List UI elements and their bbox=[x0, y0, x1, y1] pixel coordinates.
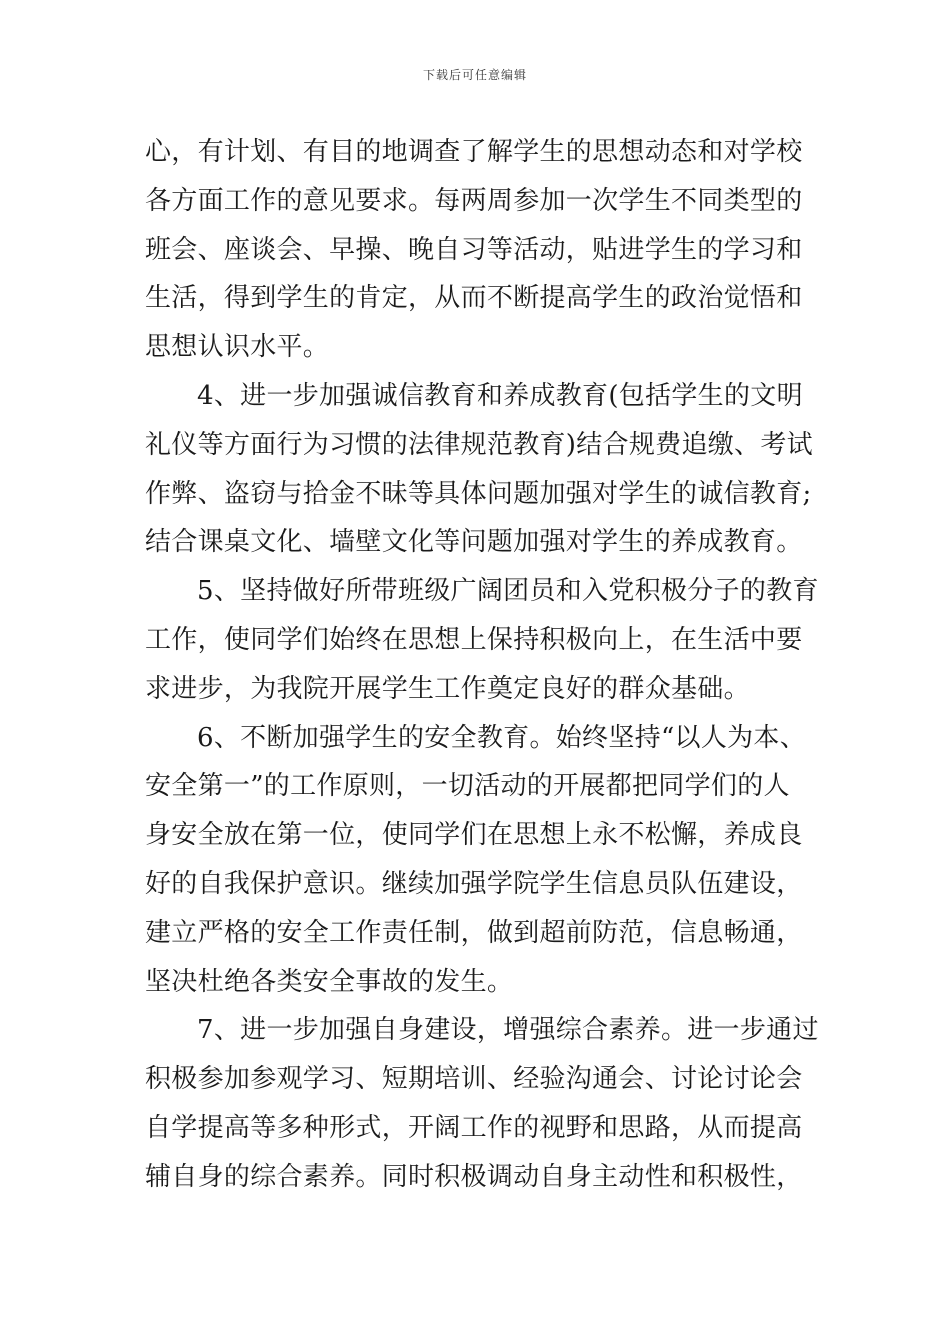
paragraph-item-4 bbox=[145, 372, 815, 567]
text-line: 礼仪等方面行为习惯的法律规范教育)结合规费追缴、考试 bbox=[145, 429, 813, 460]
paragraph-continuation bbox=[145, 128, 815, 372]
text-line: 建立严格的安全工作责任制，做到超前防范，信息畅通， bbox=[145, 917, 803, 948]
text-line: 生活，得到学生的肯定，从而不断提高学生的政治觉悟和 bbox=[145, 283, 803, 314]
text-line: 思想认识水平。 bbox=[145, 332, 330, 363]
text-line: 各方面工作的意见要求。每两周参加一次学生不同类型的 bbox=[145, 185, 803, 216]
text-line: 7、进一步加强自身建设，增强综合素养。进一步通过 bbox=[197, 1015, 819, 1046]
text-line: 4、进一步加强诚信教育和养成教育(包括学生的文明 bbox=[197, 380, 803, 411]
text-line: 5、坚持做好所带班级广阔团员和入党积极分子的教育 bbox=[197, 576, 819, 607]
text-line: 安全第一”的工作原则，一切活动的开展都把同学们的人 bbox=[145, 771, 790, 802]
text-line: 班会、座谈会、早操、晚自习等活动，贴进学生的学习和 bbox=[145, 234, 803, 265]
text-line: 6、不断加强学生的安全教育。始终坚持“以人为本、 bbox=[197, 722, 807, 753]
text-line: 坚决杜绝各类安全事故的发生。 bbox=[145, 966, 514, 997]
document-body bbox=[145, 128, 819, 1202]
text-line: 作弊、盗窃与拾金不昧等具体问题加强对学生的诚信教育; bbox=[145, 478, 812, 509]
text-line: 求进步，为我院开展学生工作奠定良好的群众基础。 bbox=[145, 673, 750, 704]
text-line: 好的自我保护意识。继续加强学院学生信息员队伍建设， bbox=[145, 868, 803, 899]
text-line: 自学提高等多种形式，开阔工作的视野和思路，从而提高 bbox=[145, 1112, 803, 1143]
text-line: 结合课桌文化、墙壁文化等问题加强对学生的养成教育。 bbox=[145, 527, 803, 558]
paragraph-item-6 bbox=[145, 714, 815, 1007]
text-line: 辅自身的综合素养。同时积极调动自身主动性和积极性， bbox=[145, 1161, 803, 1192]
paragraph-item-5 bbox=[145, 567, 819, 713]
text-line: 心，有计划、有目的地调查了解学生的思想动态和对学校 bbox=[145, 137, 803, 167]
text-line: 身安全放在第一位，使同学们在思想上永不松懈，养成良 bbox=[145, 820, 803, 851]
page-header-note: 下载后可任意编辑 bbox=[422, 68, 527, 82]
paragraph-item-7 bbox=[145, 1006, 819, 1201]
text-line: 积极参加参观学习、短期培训、经验沟通会、讨论讨论会 bbox=[145, 1064, 803, 1095]
text-line: 工作，使同学们始终在思想上保持积极向上，在生活中要 bbox=[145, 624, 803, 655]
